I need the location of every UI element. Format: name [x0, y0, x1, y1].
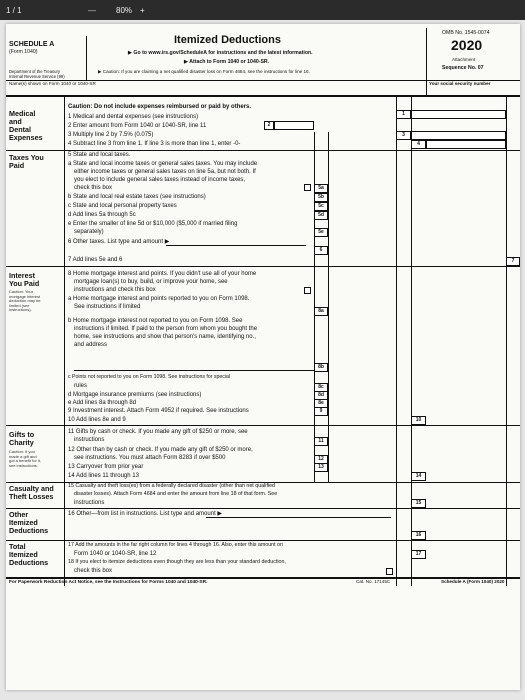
line-15-number: 15 [411, 499, 426, 508]
irs-label: Internal Revenue Service (99) [9, 74, 65, 79]
zoom-in-button[interactable]: + [140, 5, 145, 15]
line-8c-text-1: c Points not reported to you on Form 1098. See instructions for special [68, 374, 231, 380]
line-8b-text-2: instructions if limited. If paid to the person from whom you bought the [74, 326, 258, 332]
line-1-number: 1 [396, 110, 411, 119]
line-17-text-2: Form 1040 or 1040-SR, line 12 [74, 551, 157, 557]
line-18-text-2: check this box [74, 568, 113, 574]
line-1-amount[interactable] [411, 110, 506, 119]
line-8-text-2: mortgage loan(s) to buy, build, or improve your home, see [74, 279, 228, 285]
section-taxes: Taxes You Paid [9, 153, 44, 170]
catalog-number: Cat. No. 17145C [356, 579, 391, 584]
form-title: Itemized Deductions [174, 34, 281, 46]
line-9-number: 9 [314, 407, 328, 416]
line-18-text-1: 18 If you elect to itemize deductions even though they are less than your standard deduction, [68, 559, 286, 565]
gifts-caution-note: Caution: If you made a gift and got a benefit for it, see instructions. [9, 449, 42, 468]
line-5c-label: c State and local personal property taxes [68, 203, 177, 209]
names-label: Name(s) shown on Form 1040 or 1040-SR [9, 81, 96, 86]
line-13-label: 13 Carryover from prior year [68, 464, 144, 470]
schedule-label: SCHEDULE A [9, 41, 55, 48]
line-15-text-1: 15 Casualty and theft loss(es) from a federally declared disaster (other than net qualified [68, 483, 275, 489]
line-3-number: 3 [396, 131, 411, 140]
sequence-number: Sequence No. 07 [442, 65, 484, 71]
line-12-text-1: 12 Other than by cash or check. If you made any gift of $250 or more, [68, 447, 253, 453]
line-6-number: 6 [314, 246, 328, 255]
section-gifts: Gifts to Charity [9, 430, 35, 447]
section-other: Other Itemized Deductions [9, 510, 49, 535]
line-5b-number: 5b [314, 193, 328, 202]
line-4-label: 4 Subtract line 3 from line 1. If line 3 is more than line 1, enter -0- [68, 141, 241, 147]
line-8b-text-4: and address [74, 342, 108, 348]
line-12-number: 12 [314, 455, 328, 464]
line-2-amount[interactable] [274, 121, 314, 130]
pdf-viewer-toolbar [0, 0, 525, 20]
paperwork-notice: For Paperwork Reduction Act Notice, see the Instructions for Forms 1040 and 1040-SR. [9, 580, 208, 585]
line-16-label: 16 Other—from list in instructions. List type and amount ▶ [68, 511, 223, 517]
line-12-text-2: see instructions. You must attach Form 8283 if over $500 [74, 455, 226, 461]
interest-caution-note: Caution: Your mortgage interest deduction may be limited (see instructions). [9, 289, 41, 313]
line-5a-text-1: a State and local income taxes or general sales taxes. You may include [68, 161, 258, 167]
line-5a-text-4: check this box [74, 185, 113, 191]
line-7-number: 7 [506, 257, 520, 266]
line-15-text-2: disaster losses). Attach Form 4684 and enter the amount from line 18 of that form. See [74, 491, 278, 497]
treasury-dept: Department of the Treasury [9, 69, 60, 74]
section-casualty: Casualty and Theft Losses [9, 484, 54, 501]
toolbar-separator: — [88, 5, 96, 15]
medical-caution: Caution: Do not include expenses reimbursed or paid by others. [68, 104, 252, 110]
line-8-text-3: instructions and check this box [74, 287, 156, 293]
sales-tax-checkbox[interactable] [304, 184, 311, 191]
line-5a-number: 5a [314, 184, 328, 193]
ssn-label: Your social security number [429, 81, 491, 86]
line-8b-number: 8b [314, 363, 328, 372]
line-8e-number: 8e [314, 399, 328, 408]
line-8d-number: 8d [314, 391, 328, 400]
line-8b-text-1: b Home mortgage interest not reported to you on Form 1098. See [68, 318, 243, 324]
line-8a-text-2: See instructions if limited [74, 304, 141, 310]
line-5d-label: d Add lines 5a through 5c [68, 212, 136, 218]
mortgage-checkbox[interactable] [304, 287, 311, 294]
line-5b-label: b State and local real estate taxes (see instructions) [68, 194, 206, 200]
attachment-label: Attachment [452, 57, 476, 62]
line-8-text-1: 8 Home mortgage interest and points. If you didn't use all of your home [68, 271, 257, 277]
line-8b-text-3: home, see instructions and show that person's name, identifying no., [74, 334, 256, 340]
line-10-number: 10 [411, 416, 426, 425]
omb-number: OMB No. 1545-0074 [442, 30, 490, 36]
line-11-number: 11 [314, 437, 328, 446]
caution-line: ▶ Caution: If you are claiming a net qualified disaster loss on Form 4684, see the instructions for line 16. [98, 69, 310, 74]
line-5c-number: 5c [314, 202, 328, 211]
line-17-number: 17 [411, 550, 426, 559]
line-16-number: 16 [411, 531, 426, 540]
form-ref: (Form 1040) [9, 49, 38, 55]
line-8c-text-2: rules [74, 383, 88, 389]
line-5-label: 5 State and local taxes. [68, 152, 131, 158]
line-8e-label: e Add lines 8a through 8d [68, 400, 137, 406]
line-5a-text-3: you elect to include general sales taxes instead of income taxes, [74, 177, 246, 183]
section-interest: Interest You Paid [9, 271, 40, 288]
tax-year: 2020 [451, 37, 483, 53]
attach-line: ▶ Attach to Form 1040 or 1040-SR. [184, 59, 270, 65]
instructions-line: ▶ Go to www.irs.gov/ScheduleA for instructions and the latest information. [128, 50, 313, 56]
zoom-level[interactable]: 80% [116, 5, 133, 15]
line-1-label: 1 Medical and dental expenses (see instructions) [68, 114, 199, 120]
line-17-text-1: 17 Add the amounts in the far right column for lines 4 through 16. Also, enter this amount on [68, 542, 283, 548]
line-5d-number: 5d [314, 211, 328, 220]
line-4-amount[interactable] [426, 140, 506, 149]
line-13-number: 13 [314, 463, 328, 472]
line-3-label: 3 Multiply line 2 by 7.5% (0.075) [68, 132, 154, 138]
section-medical: Medical and Dental Expenses [9, 109, 43, 142]
line-4-number: 4 [411, 140, 426, 149]
line-14-label: 14 Add lines 11 through 13 [68, 473, 139, 479]
line-8d-label: d Mortgage insurance premiums (see instructions) [68, 392, 202, 398]
line-3-amount[interactable] [411, 131, 506, 140]
line-8a-text-1: a Home mortgage interest and points reported to you on Form 1098. [68, 296, 250, 302]
schedule-a-page [6, 24, 520, 690]
line-15-text-3: instructions [74, 500, 105, 506]
line-7-label: 7 Add lines 5e and 6 [68, 257, 123, 263]
line-11-text-2: instructions [74, 437, 105, 443]
line-11-text-1: 11 Gifts by cash or check. If you made any gift of $250 or more, see [68, 429, 248, 435]
line-5a-text-2: either income taxes or general sales taxes on line 5a, but not both. If [74, 169, 256, 175]
line-14-number: 14 [411, 472, 426, 481]
page-indicator[interactable]: 1 / 1 [6, 5, 22, 15]
section-total: Total Itemized Deductions [9, 542, 49, 567]
line-5e-number: 5e [314, 228, 328, 237]
line-8a-number: 8a [314, 307, 328, 316]
line-10-label: 10 Add lines 8e and 9 [68, 417, 126, 423]
form-id: Schedule A (Form 1040) 2020 [441, 579, 505, 584]
line-8c-number: 8c [314, 383, 328, 392]
line-9-label: 9 Investment interest. Attach Form 4952 if required. See instructions [68, 408, 249, 414]
line-5e-text-1: e Enter the smaller of line 5d or $10,000 ($5,000 if married filing [68, 221, 238, 227]
itemize-election-checkbox[interactable] [386, 568, 393, 575]
line-2-number: 2 [264, 121, 274, 130]
line-2-label: 2 Enter amount from Form 1040 or 1040-SR, line 11 [68, 123, 207, 129]
line-5e-text-2: separately) [74, 229, 104, 235]
line-6-label: 6 Other taxes. List type and amount ▶ [68, 239, 170, 245]
